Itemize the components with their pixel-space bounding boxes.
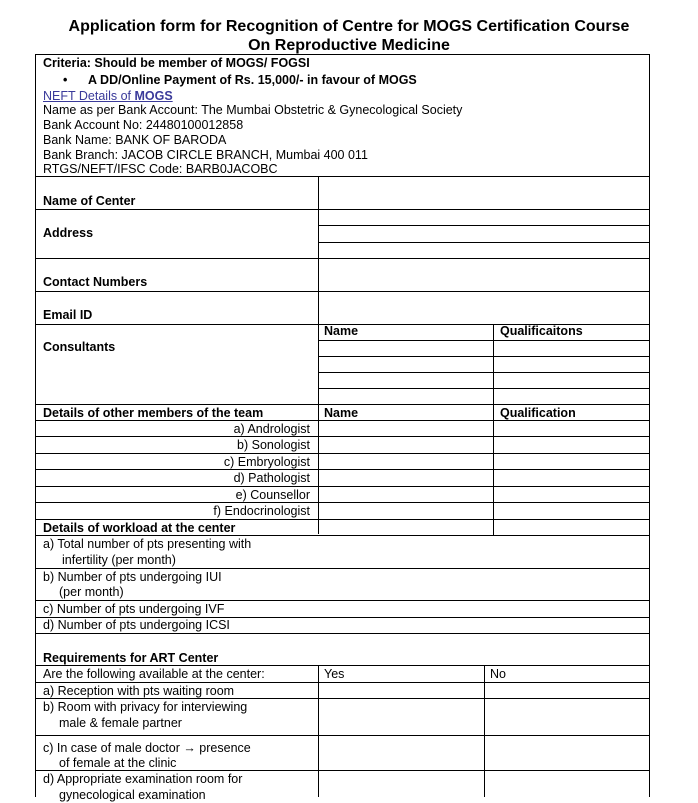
- art-no-header: No: [490, 667, 506, 681]
- rule: [35, 258, 650, 259]
- consultants-qualifications-header: Qualificaitons: [500, 324, 583, 338]
- team-name-header: Name: [324, 406, 359, 420]
- workload-a-cont: infertility (per month): [62, 553, 176, 567]
- member-pathologist: d) Pathologist: [233, 471, 310, 485]
- email-id-label: Email ID: [43, 308, 93, 322]
- rule: [318, 225, 650, 226]
- workload-d: d) Number of pts undergoing ICSI: [43, 618, 230, 632]
- art-d-cont: gynecological examination: [59, 788, 206, 802]
- team-qualification-header: Qualification: [500, 406, 576, 420]
- bullet-icon: •: [63, 73, 68, 87]
- rule: [35, 404, 650, 405]
- rule: [35, 568, 650, 569]
- art-c-cont: of female at the clinic: [59, 756, 177, 770]
- rule: [35, 633, 650, 634]
- workload-a: a) Total number of pts presenting with: [43, 537, 252, 551]
- art-b-cont: male & female partner: [59, 716, 182, 730]
- name-of-center-label: Name of Center: [43, 194, 136, 208]
- consultants-name-header: Name: [324, 324, 359, 338]
- member-counsellor: e) Counsellor: [235, 488, 310, 502]
- column-divider: [493, 324, 494, 535]
- rule: [35, 682, 650, 683]
- art-c: c) In case of male doctor → presence: [43, 741, 251, 755]
- rule: [318, 356, 650, 357]
- column-divider: [484, 665, 485, 797]
- form-title: Application form for Recognition of Centre for MOGS Certification Course: [68, 18, 630, 35]
- art-yes-header: Yes: [324, 667, 345, 681]
- ifsc-code: RTGS/NEFT/IFSC Code: BARB0JACOBC: [43, 162, 278, 176]
- neft-bold: MOGS: [134, 89, 173, 103]
- art-a: a) Reception with pts waiting room: [43, 684, 235, 698]
- bank-name: Bank Name: BANK OF BARODA: [43, 133, 227, 147]
- rule: [35, 735, 650, 736]
- criteria-heading: Criteria: Should be member of MOGS/ FOGSI: [43, 56, 310, 70]
- contact-numbers-label: Contact Numbers: [43, 275, 148, 289]
- workload-c: c) Number of pts undergoing IVF: [43, 602, 225, 616]
- art-question: Are the following available at the center:: [43, 667, 265, 681]
- rule: [35, 486, 650, 487]
- art-heading: Requirements for ART Center: [43, 651, 219, 665]
- workload-b: b) Number of pts undergoing IUI: [43, 570, 222, 584]
- rule: [318, 372, 650, 373]
- member-andrologist: a) Andrologist: [233, 422, 310, 436]
- art-b: b) Room with privacy for interviewing: [43, 700, 248, 714]
- rule: [35, 291, 650, 292]
- column-divider: [318, 176, 319, 534]
- rule: [318, 340, 650, 341]
- workload-b-cont: (per month): [59, 585, 124, 599]
- rule: [35, 209, 650, 210]
- payment-bullet: A DD/Online Payment of Rs. 15,000/- in favour of MOGS: [88, 73, 417, 87]
- workload-heading: Details of workload at the center: [43, 521, 236, 535]
- rule: [35, 600, 650, 601]
- rule: [318, 388, 650, 389]
- neft-details-link[interactable]: [43, 89, 173, 104]
- bank-account-name: Name as per Bank Account: The Mumbai Obstetric & Gynecological Society: [43, 103, 463, 117]
- member-embryologist: c) Embryologist: [223, 455, 310, 469]
- bank-branch: Bank Branch: JACOB CIRCLE BRANCH, Mumbai 400 011: [43, 148, 368, 162]
- art-d: d) Appropriate examination room for: [43, 772, 243, 786]
- rule: [318, 242, 650, 243]
- member-sonologist: b) Sonologist: [237, 438, 310, 452]
- rule: [35, 519, 650, 520]
- form-subtitle: On Reproductive Medicine: [248, 37, 450, 54]
- neft-prefix: NEFT Details of: [43, 89, 135, 103]
- member-endocrinologist: f) Endocrinologist: [213, 504, 310, 518]
- bank-account-no: Bank Account No: 24480100012858: [43, 118, 244, 132]
- rule: [35, 453, 650, 454]
- consultants-label: Consultants: [43, 340, 116, 354]
- address-label: Address: [43, 226, 94, 240]
- team-heading: Details of other members of the team: [43, 406, 264, 420]
- column-divider: [318, 665, 319, 797]
